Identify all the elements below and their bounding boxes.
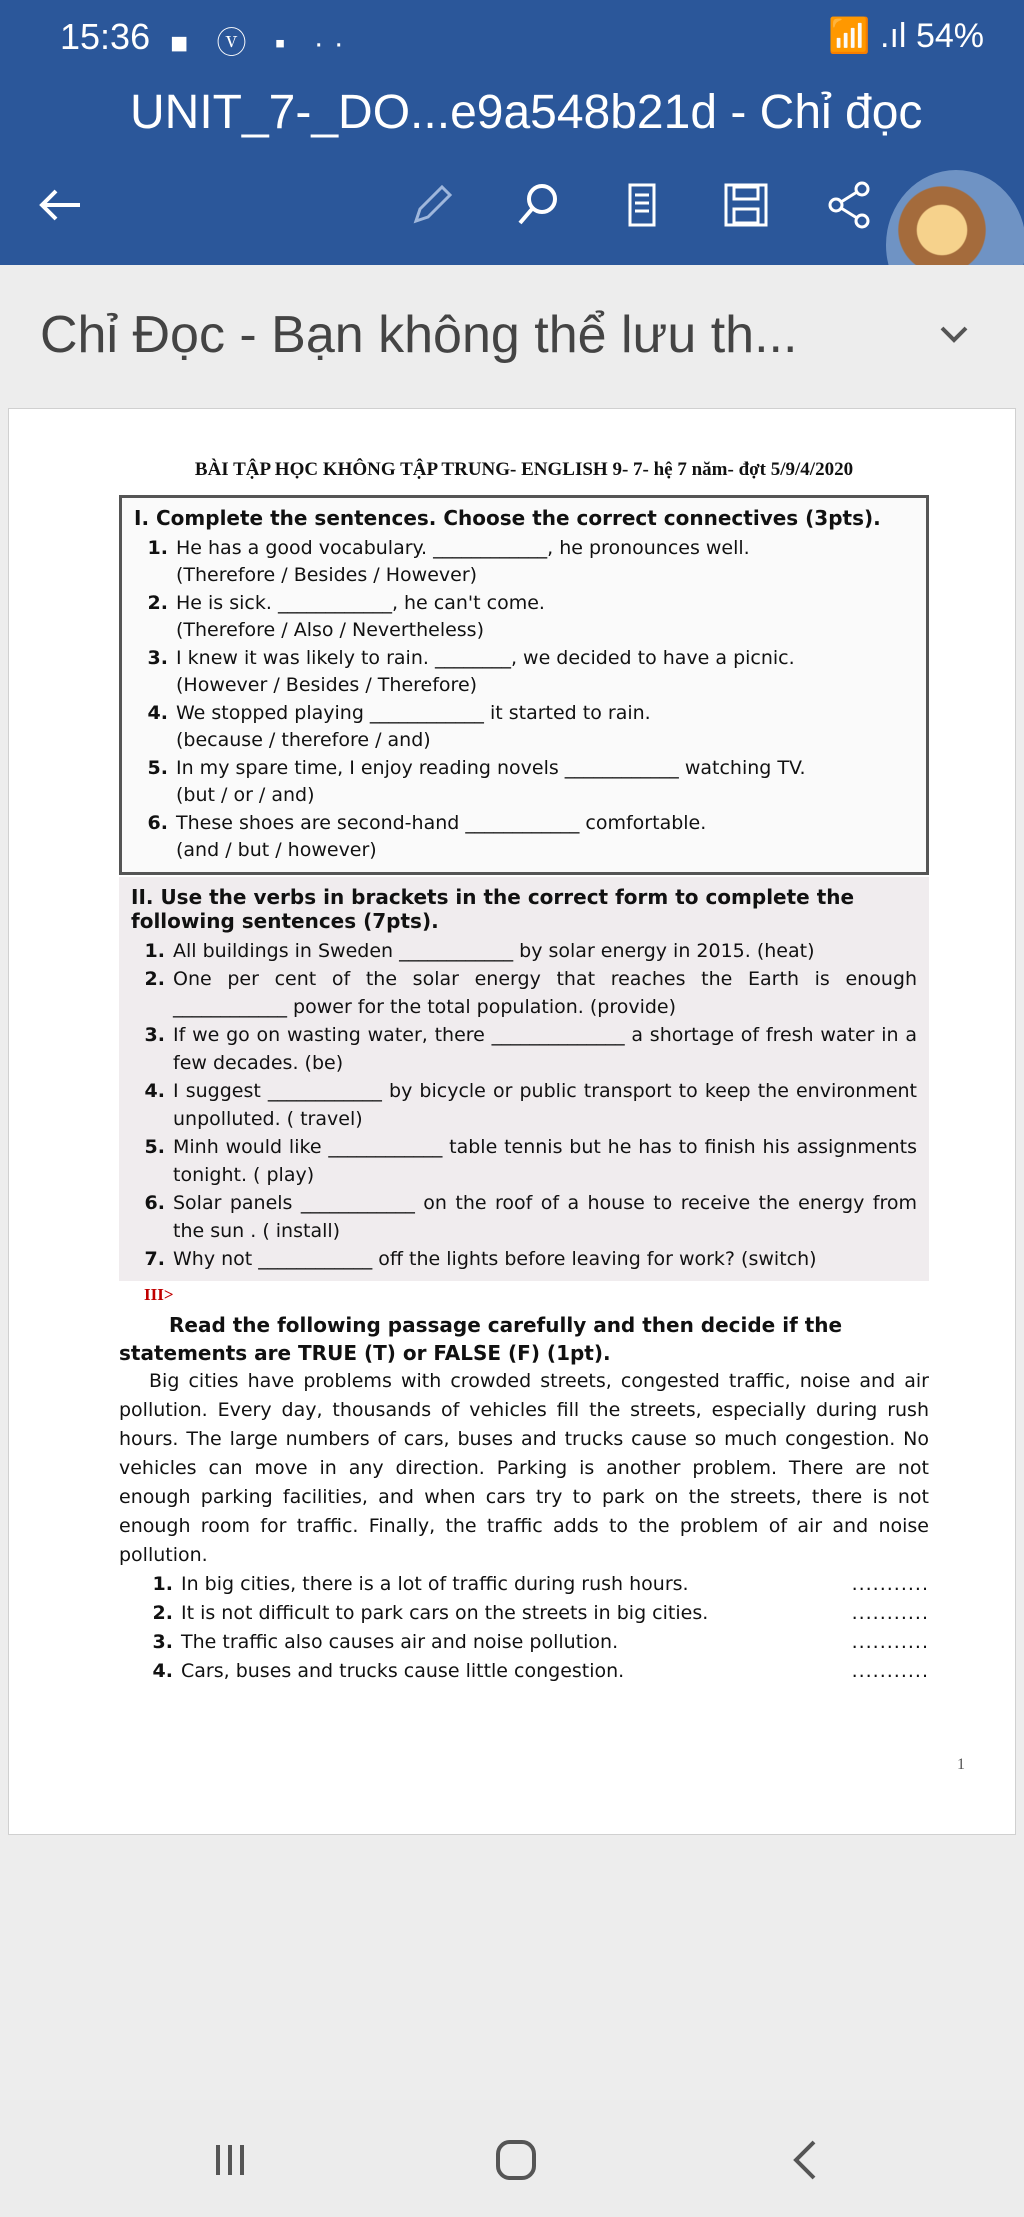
- item-options: (but / or / and): [176, 784, 315, 806]
- item-text: These shoes are second-hand ____________ comfortable.: [176, 812, 707, 834]
- item-number: 5.: [144, 1136, 165, 1158]
- section-1-item: [134, 809, 914, 864]
- item-options: (because / therefore / and): [176, 729, 431, 751]
- answer-blank: ...........: [851, 1660, 929, 1682]
- section-1-box: [119, 495, 929, 875]
- section-2-item: [131, 1245, 917, 1273]
- item-text: In my spare time, I enjoy reading novels ____________ watching TV.: [176, 757, 806, 779]
- share-icon[interactable]: [820, 175, 880, 235]
- section-1-item: [134, 699, 914, 754]
- status-notification-icons: ■ ⓥ ▪ ··: [170, 27, 354, 60]
- item-number: 6.: [147, 812, 168, 834]
- item-text: He is sick. ____________, he can't come.: [176, 592, 545, 614]
- worksheet-header: BÀI TẬP HỌC KHÔNG TẬP TRUNG- ENGLISH 9- 7- hệ 7 năm- đợt 5/9/4/2020: [194, 459, 854, 480]
- recent-apps-icon[interactable]: [200, 2130, 260, 2190]
- item-options: (Therefore / Also / Nevertheless): [176, 619, 484, 641]
- item-number: 5.: [147, 757, 168, 779]
- section-3-label: III>: [144, 1285, 174, 1304]
- status-right: [828, 16, 984, 56]
- readonly-banner[interactable]: [0, 265, 1024, 405]
- item-number: 2.: [147, 592, 168, 614]
- section-1-item: [134, 754, 914, 809]
- item-text: I knew it was likely to rain. ________, we decided to have a picnic.: [176, 647, 795, 669]
- reading-passage: Big cities have problems with crowded streets, congested traffic, noise and air pollution. Every day, thousands of vehicles fill the streets, especially during rush hours. The large numbers of cars, buses and trucks cause so much congestion. No vehicles can move in any direction. Parking is another problem. There are not enough parking facilities, and when cars try to park on the streets, there is not enough room for traffic. Finally, the traffic adds to the problem of air and noise pollution.: [119, 1370, 929, 1566]
- item-number: 3.: [147, 647, 168, 669]
- back-arrow-icon[interactable]: [30, 175, 90, 235]
- item-number: 2.: [144, 968, 165, 990]
- item-number: 1.: [152, 1573, 173, 1595]
- reading-view-icon[interactable]: [612, 175, 672, 235]
- item-text: Cars, buses and trucks cause little congestion.: [181, 1660, 625, 1682]
- section-2-title: II. Use the verbs in brackets in the correct form to complete the following sentences (7pts).: [131, 885, 855, 933]
- item-text: All buildings in Sweden ____________ by solar energy in 2015. (heat): [173, 940, 815, 962]
- status-bar: [0, 0, 1024, 75]
- signal-icon: 📶 .ıl: [828, 17, 907, 55]
- edit-pencil-icon[interactable]: [402, 175, 462, 235]
- section-2-item: [131, 1021, 917, 1077]
- true-false-item: [119, 1657, 929, 1686]
- item-number: 4.: [152, 1660, 173, 1682]
- item-text: The traffic also causes air and noise pollution.: [181, 1631, 619, 1653]
- section-2-item: [131, 1077, 917, 1133]
- document-content: [119, 459, 929, 1686]
- document-page: [8, 408, 1016, 1835]
- item-number: 1.: [147, 537, 168, 559]
- back-icon[interactable]: [776, 2130, 836, 2190]
- item-text: In big cities, there is a lot of traffic during rush hours.: [181, 1573, 689, 1595]
- item-text: If we go on wasting water, there ______________ a shortage of fresh water in a few decades. (be): [173, 1024, 917, 1074]
- item-options: (and / but / however): [176, 839, 377, 861]
- item-text: I suggest ____________ by bicycle or public transport to keep the environment unpolluted. ( travel): [173, 1080, 917, 1130]
- item-text: We stopped playing ____________ it started to rain.: [176, 702, 651, 724]
- section-1-item: [134, 644, 914, 699]
- section-2-item: [131, 965, 917, 1021]
- chevron-down-icon[interactable]: [934, 320, 974, 350]
- section-2-item: [131, 937, 917, 965]
- section-1-title: I. Complete the sentences. Choose the correct connectives (3pts).: [134, 506, 881, 530]
- item-number: 3.: [152, 1631, 173, 1653]
- section-1-item: [134, 589, 914, 644]
- status-time: 15:36: [60, 16, 151, 57]
- answer-blank: ...........: [851, 1573, 929, 1595]
- item-number: 6.: [144, 1192, 165, 1214]
- item-number: 3.: [144, 1024, 165, 1046]
- item-number: 1.: [144, 940, 165, 962]
- answer-blank: ...........: [851, 1602, 929, 1624]
- item-text: It is not difficult to park cars on the streets in big cities.: [181, 1602, 709, 1624]
- answer-blank: ...........: [851, 1631, 929, 1653]
- item-text: Minh would like ____________ table tennis but he has to finish his assignments tonight. ( play): [173, 1136, 917, 1186]
- item-options: (Therefore / Besides / However): [176, 564, 478, 586]
- item-options: (However / Besides / Therefore): [176, 674, 478, 696]
- section-3-title: Read the following passage carefully and then decide if the statements are TRUE (T) or FALSE (F) (1pt).: [119, 1313, 843, 1365]
- readonly-banner-text: Chỉ Đọc - Bạn không thể lưu th...: [40, 306, 798, 364]
- item-text: One per cent of the solar energy that reaches the Earth is enough ____________ power for the total population. (provide): [173, 968, 917, 1018]
- true-false-item: [119, 1599, 929, 1628]
- item-text: He has a good vocabulary. ____________, he pronounces well.: [176, 537, 750, 559]
- save-icon[interactable]: [716, 175, 776, 235]
- item-text: Solar panels ____________ on the roof of a house to receive the energy from the sun . ( install): [173, 1192, 917, 1242]
- item-text: Why not ____________ off the lights before leaving for work? (switch): [173, 1248, 817, 1270]
- section-2-item: [131, 1133, 917, 1189]
- true-false-item: [119, 1570, 929, 1599]
- item-number: 4.: [144, 1080, 165, 1102]
- app-toolbar: [0, 75, 1024, 265]
- system-nav-bar: [0, 2100, 1024, 2217]
- battery-level: 54%: [915, 17, 984, 55]
- document-title: UNIT_7-_DO...e9a548b21d - Chỉ đọc: [130, 86, 923, 139]
- item-number: 4.: [147, 702, 168, 724]
- true-false-item: [119, 1628, 929, 1657]
- section-2: [119, 877, 929, 1281]
- home-icon[interactable]: [486, 2130, 546, 2190]
- section-1-item: [134, 534, 914, 589]
- search-icon[interactable]: [508, 175, 568, 235]
- item-number: 2.: [152, 1602, 173, 1624]
- item-number: 7.: [144, 1248, 165, 1270]
- section-2-item: [131, 1189, 917, 1245]
- page-number: 1: [957, 1756, 965, 1773]
